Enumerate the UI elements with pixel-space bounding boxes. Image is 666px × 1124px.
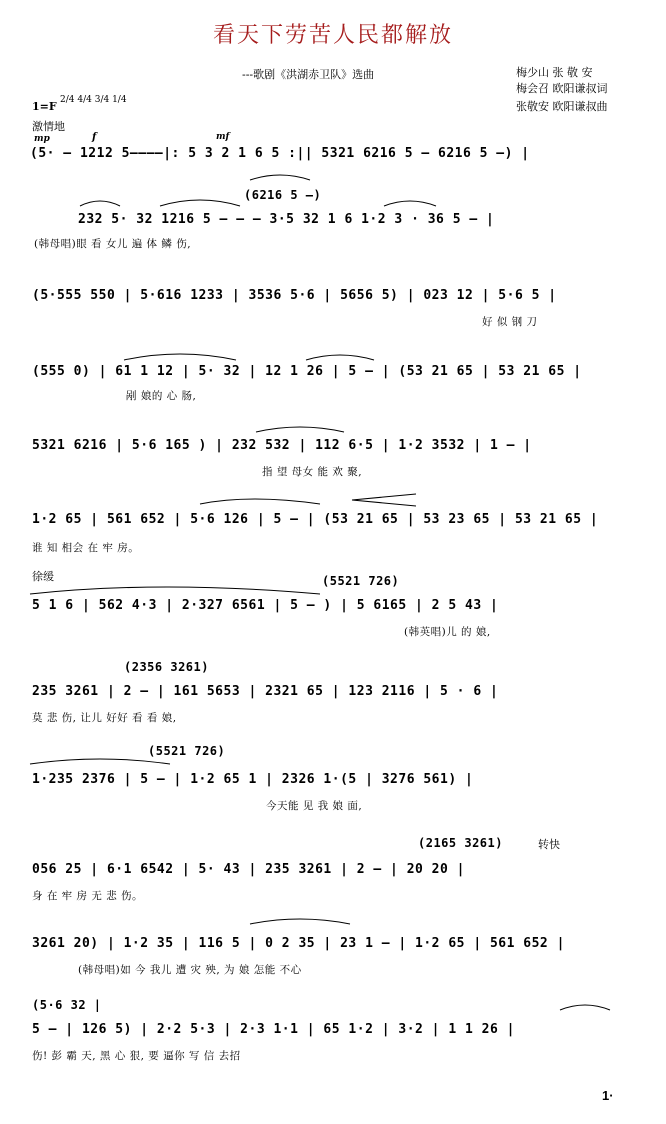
lyric-line-11: (韩母唱)如 今 我儿 遭 灾 殃, 为 娘 怎能 不心 — [78, 964, 302, 976]
grace-line-2: (6216 5 –) — [244, 188, 322, 202]
dynamic-f: f — [92, 132, 97, 143]
tempo-marking-faster: 转快 — [538, 838, 560, 851]
lyric-line-5: 指 望 母女 能 欢 聚, — [262, 466, 363, 478]
grace-line-8: (2356 3261) — [124, 660, 209, 674]
credit-lyricist-2: 梅会召 欧阳谦叔词 — [516, 82, 608, 95]
time-sig-4: 1/4 — [112, 95, 127, 105]
tempo-marking: 激情地 — [32, 120, 65, 133]
tempo-marking-slow: 徐缓 — [32, 570, 54, 583]
dynamic-mf: mf — [216, 132, 230, 142]
score-line-9: 1·235 2376 | 5 – | 1·2 65 1 | 2326 1·(5 | 3276 561) | — [32, 772, 474, 787]
grace-line-10: (2165 3261) — [418, 836, 503, 850]
grace-line-9: (5521 726) — [148, 744, 226, 758]
score-line-6: 1·2 65 | 561 652 | 5·6 126 | 5 – | (53 21 65 | 53 23 65 | 53 21 65 | — [32, 512, 599, 527]
credit-composer: 张敬安 欧阳谦叔曲 — [516, 100, 608, 113]
lyric-line-4: 剐 娘的 心 肠, — [126, 390, 197, 402]
key-signature: 1=F — [32, 100, 57, 113]
time-sig-1: 2/4 — [60, 95, 75, 105]
score-line-7: 5 1 6 | 562 4·3 | 2·327 6561 | 5 – ) | 5 6165 | 2 5 43 | — [32, 598, 499, 613]
dynamic-mp: mp — [34, 134, 50, 144]
score-line-2: 232 5· 32 1216 5 – – – 3·5 32 1 6 1·2 3 · 36 5 – | — [78, 212, 495, 227]
score-line-8: 235 3261 | 2 – | 161 5653 | 2321 65 | 123 2116 | 5 · 6 | — [32, 684, 499, 699]
score-line-3: (5·555 550 | 5·616 1233 | 3536 5·6 | 5656 5) | 023 12 | 5·6 5 | — [32, 288, 557, 303]
score-line-5: 5321 6216 | 5·6 165 ) | 232 532 | 112 6·5 | 1·2 3532 | 1 – | — [32, 438, 532, 453]
score-line-12: 5 – | 126 5) | 2·2 5·3 | 2·3 1·1 | 65 1·2 | 3·2 | 1 1 26 | — [32, 1022, 515, 1037]
source-note: ---歌剧《洪湖赤卫队》选曲 — [242, 68, 375, 81]
lyric-line-2: (韩母唱)眼 看 女儿 遍 体 鳞 伤, — [34, 238, 192, 250]
score-line-1: (5· – 1212 5――――|: 5 3 2 1 6 5 :|| 5321 6216 5 – 6216 5 –) | — [30, 146, 530, 161]
score-line-4: (555 0) | 61 1 12 | 5· 32 | 12 1 26 | 5 – | (53 21 65 | 53 21 65 | — [32, 364, 582, 379]
lyric-line-3: 好 似 钢 刀 — [482, 316, 538, 328]
lyric-line-9: 今天能 见 我 娘 面, — [266, 800, 363, 812]
time-sig-3: 3/4 — [94, 95, 110, 105]
grace-line-12: (5·6 32 | — [32, 998, 102, 1012]
lyric-line-12: 伤! 彭 霸 天, 黑 心 狠, 要 逼你 写 信 去招 — [32, 1050, 241, 1062]
song-title: 看天下劳苦人民都解放 — [212, 23, 453, 48]
score-line-10: 056 25 | 6·1 6542 | 5· 43 | 235 3261 | 2 – | 20 20 | — [32, 862, 465, 877]
credit-lyricist-1: 梅少山 张 敬 安 — [516, 66, 593, 79]
grace-line-7: (5521 726) — [322, 574, 400, 588]
lyric-line-10: 身 在 牢 房 无 悲 伤。 — [32, 890, 144, 902]
lyric-line-8: 莫 悲 伤, 让儿 好好 看 看 娘, — [32, 712, 177, 724]
time-sig-2: 4/4 — [77, 95, 92, 105]
score-line-11: 3261 20) | 1·2 35 | 116 5 | 0 2 35 | 23 1 – | 1·2 65 | 561 652 | — [32, 936, 565, 951]
page-number: 1· — [602, 1088, 614, 1103]
lyric-line-7: (韩英唱)儿 的 娘, — [404, 626, 491, 638]
lyric-line-6: 谁 知 相会 在 牢 房。 — [32, 542, 140, 554]
